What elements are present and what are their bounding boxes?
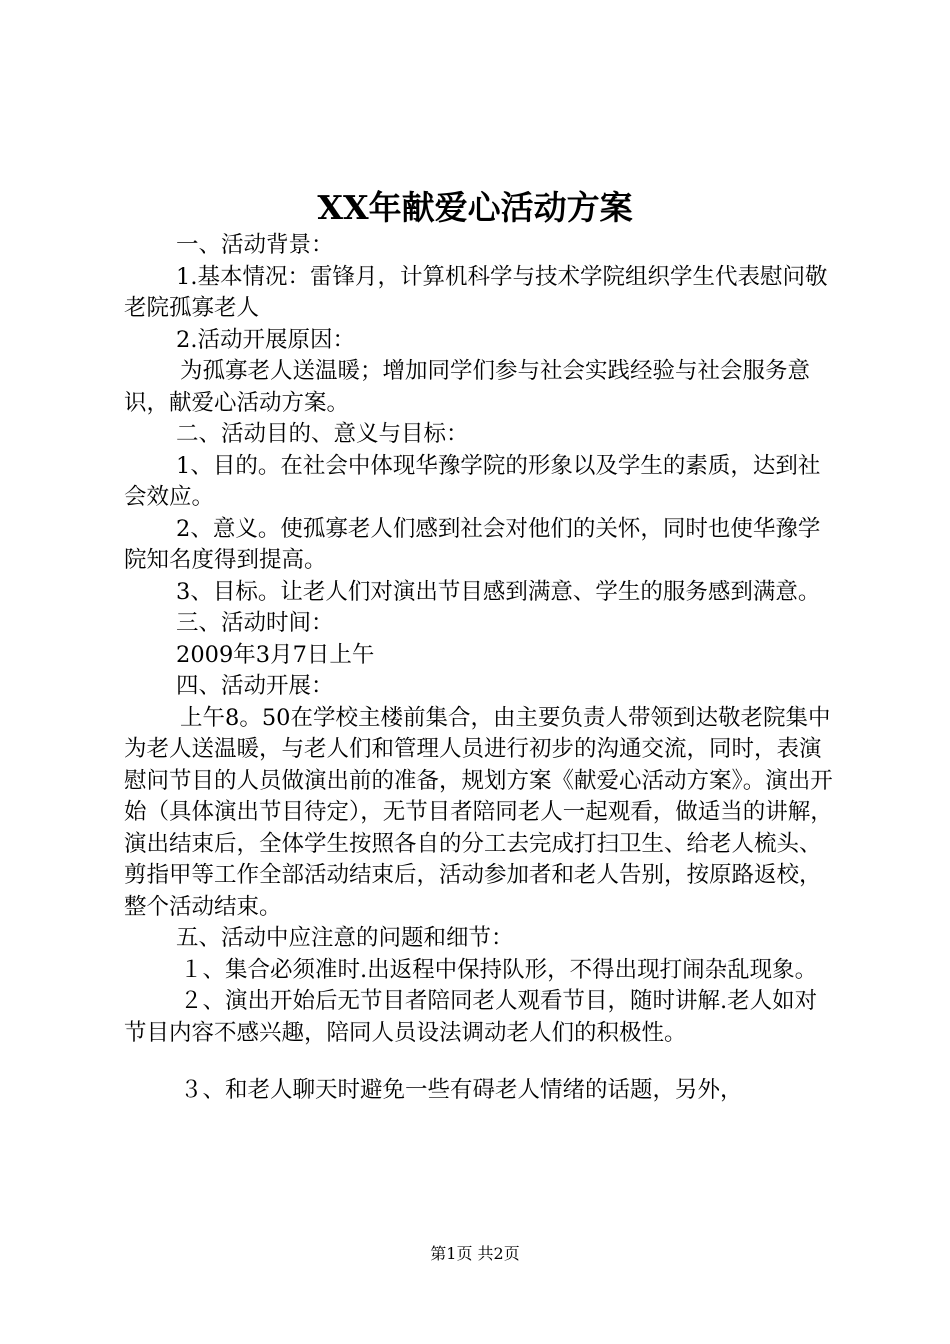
paragraph-date: 2009年3月7日上午 (176, 641, 375, 668)
section-heading-time: 三、活动时间： (176, 610, 334, 636)
paragraph-note-1: １、集合必须准时.出返程中保持队形，不得出现打闹杂乱现象。 (180, 956, 818, 983)
paragraph-meaning: 2、意义。使孤寡老人们感到社会对他们的关怀，同时也使华豫学院知名度得到提高。 (124, 515, 821, 573)
section-heading-activity: 四、活动开展： (176, 673, 334, 699)
paragraph-reason-heading: 2.活动开展原因： (176, 326, 355, 353)
paragraph-activity: 上午8。50在学校主楼前集合，由主要负责人带领到达敬老院集中为老人送温暖，与老人们和管理人员进行初步的沟通交流，同时，表演慰问节目的人员做演出前的准备，规划方案《献爱心活动方案》。演出开始（具体演出节目待定），无节目者陪同老人一起观看，做适当的讲解，演出结束后，全体学生按照各自的分工去完成打扫卫生、给老人梳头、剪指甲等工作全部活动结束后，活动参加者和老人告别，按原路返校，整个活动结束。 (124, 704, 833, 920)
paragraph-target: 3、目标。让老人们对演出节目感到满意、学生的服务感到满意。 (176, 578, 821, 605)
section-heading-background: 一、活动背景： (176, 232, 334, 258)
paragraph-purpose: 1、目的。在社会中体现华豫学院的形象以及学生的素质，达到社会效应。 (124, 452, 821, 510)
paragraph-note-2: ２、演出开始后无节目者陪同老人观看节目，随时讲解.老人如对节目内容不感兴趣，陪同人员设法调动老人们的积极性。 (124, 988, 818, 1046)
paragraph-reason: 为孤寡老人送温暖；增加同学们参与社会实践经验与社会服务意识，献爱心活动方案。 (124, 358, 811, 416)
section-heading-goals: 二、活动目的、意义与目标： (176, 421, 469, 447)
section-heading-notes: 五、活动中应注意的问题和细节： (176, 925, 514, 951)
document-body (124, 230, 836, 1107)
paragraph-basic-situation: 1.基本情况：雷锋月，计算机科学与技术学院组织学生代表慰问敬老院孤寡老人 (124, 263, 828, 321)
page-footer: 第1页 共2页 (430, 1244, 520, 1263)
document-title: XX年献爱心活动方案 (317, 188, 633, 227)
paragraph-note-3: ３、和老人聊天时避免一些有碍老人情绪的话题，另外， (180, 1077, 743, 1103)
